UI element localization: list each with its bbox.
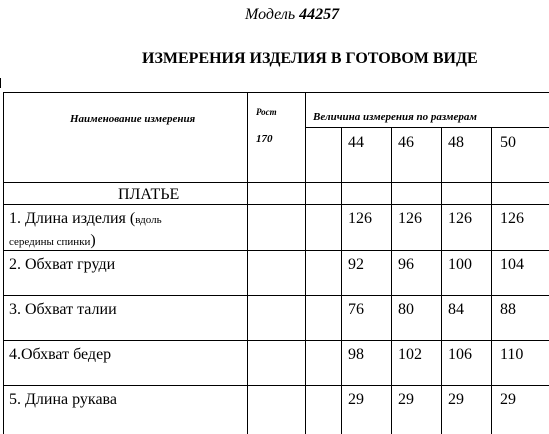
size-header-44: 44 <box>348 134 364 151</box>
table-line <box>391 127 392 434</box>
section-label: ПЛАТЬЕ <box>118 186 180 203</box>
row-2-value-48: 100 <box>448 256 472 273</box>
row-1-note-open: ( <box>125 210 136 227</box>
row-1-note-b: середины спинки <box>9 236 91 248</box>
table-line <box>3 204 549 205</box>
row-3-name: 3. Обхват талии <box>9 301 117 318</box>
row-4-name: 4.Обхват бедер <box>9 346 112 363</box>
row-2-value-46: 96 <box>398 256 414 273</box>
measurement-name-header: Наименование измерения <box>70 113 196 125</box>
row-5-value-46: 29 <box>398 391 414 408</box>
table-line <box>3 92 549 93</box>
row-4-value-50: 110 <box>500 346 524 363</box>
row-3-value-46: 80 <box>398 301 414 318</box>
size-header-50: 50 <box>500 134 516 151</box>
row-1-name-text: 1. Длина изделия <box>9 210 126 227</box>
table-line <box>3 92 4 434</box>
row-1-value-46: 126 <box>398 210 422 227</box>
row-1-value-48: 126 <box>448 210 472 227</box>
model-number: 44257 <box>299 6 340 23</box>
table-line <box>305 127 549 128</box>
table-line <box>3 250 549 251</box>
row-4-value-46: 102 <box>398 346 422 363</box>
row-1-value-44: 126 <box>348 210 372 227</box>
row-2-value-44: 92 <box>348 256 364 273</box>
row-1-note-a: вдоль <box>135 214 162 226</box>
table-line <box>341 127 342 434</box>
row-1-note-close: ) <box>90 232 96 249</box>
row-1-name <box>9 211 162 227</box>
table-line <box>247 92 248 434</box>
table-line <box>491 127 492 434</box>
height-value: 170 <box>256 133 273 145</box>
document-title: ИЗМЕРЕНИЯ ИЗДЕЛИЯ В ГОТОВОМ ВИДЕ <box>142 50 478 67</box>
model-label: Модель <box>245 6 296 23</box>
row-3-value-50: 88 <box>500 301 516 318</box>
row-4-value-48: 106 <box>448 346 472 363</box>
row-5-value-44: 29 <box>348 391 364 408</box>
row-2-value-50: 104 <box>500 256 524 273</box>
row-3-value-44: 76 <box>348 301 364 318</box>
row-5-value-48: 29 <box>448 391 464 408</box>
table-line <box>441 127 442 434</box>
size-header-46: 46 <box>398 134 414 151</box>
row-4-value-44: 98 <box>348 346 364 363</box>
row-1-value-50: 126 <box>500 210 524 227</box>
table-line <box>305 92 306 434</box>
size-header-48: 48 <box>448 134 464 151</box>
row-5-value-50: 29 <box>500 391 516 408</box>
row-3-value-48: 84 <box>448 301 464 318</box>
row-2-name: 2. Обхват груди <box>9 256 116 273</box>
row-1-note-line2 <box>9 233 96 249</box>
table-line <box>3 385 549 386</box>
row-5-name: 5. Длина рукава <box>9 391 117 408</box>
model-line <box>245 6 339 24</box>
height-header: Рост <box>256 107 277 117</box>
sizes-header: Величина измерения по размерам <box>313 111 477 123</box>
table-line <box>3 340 549 341</box>
table-line <box>3 295 549 296</box>
table-line <box>3 182 549 183</box>
margin-mark <box>0 78 1 88</box>
